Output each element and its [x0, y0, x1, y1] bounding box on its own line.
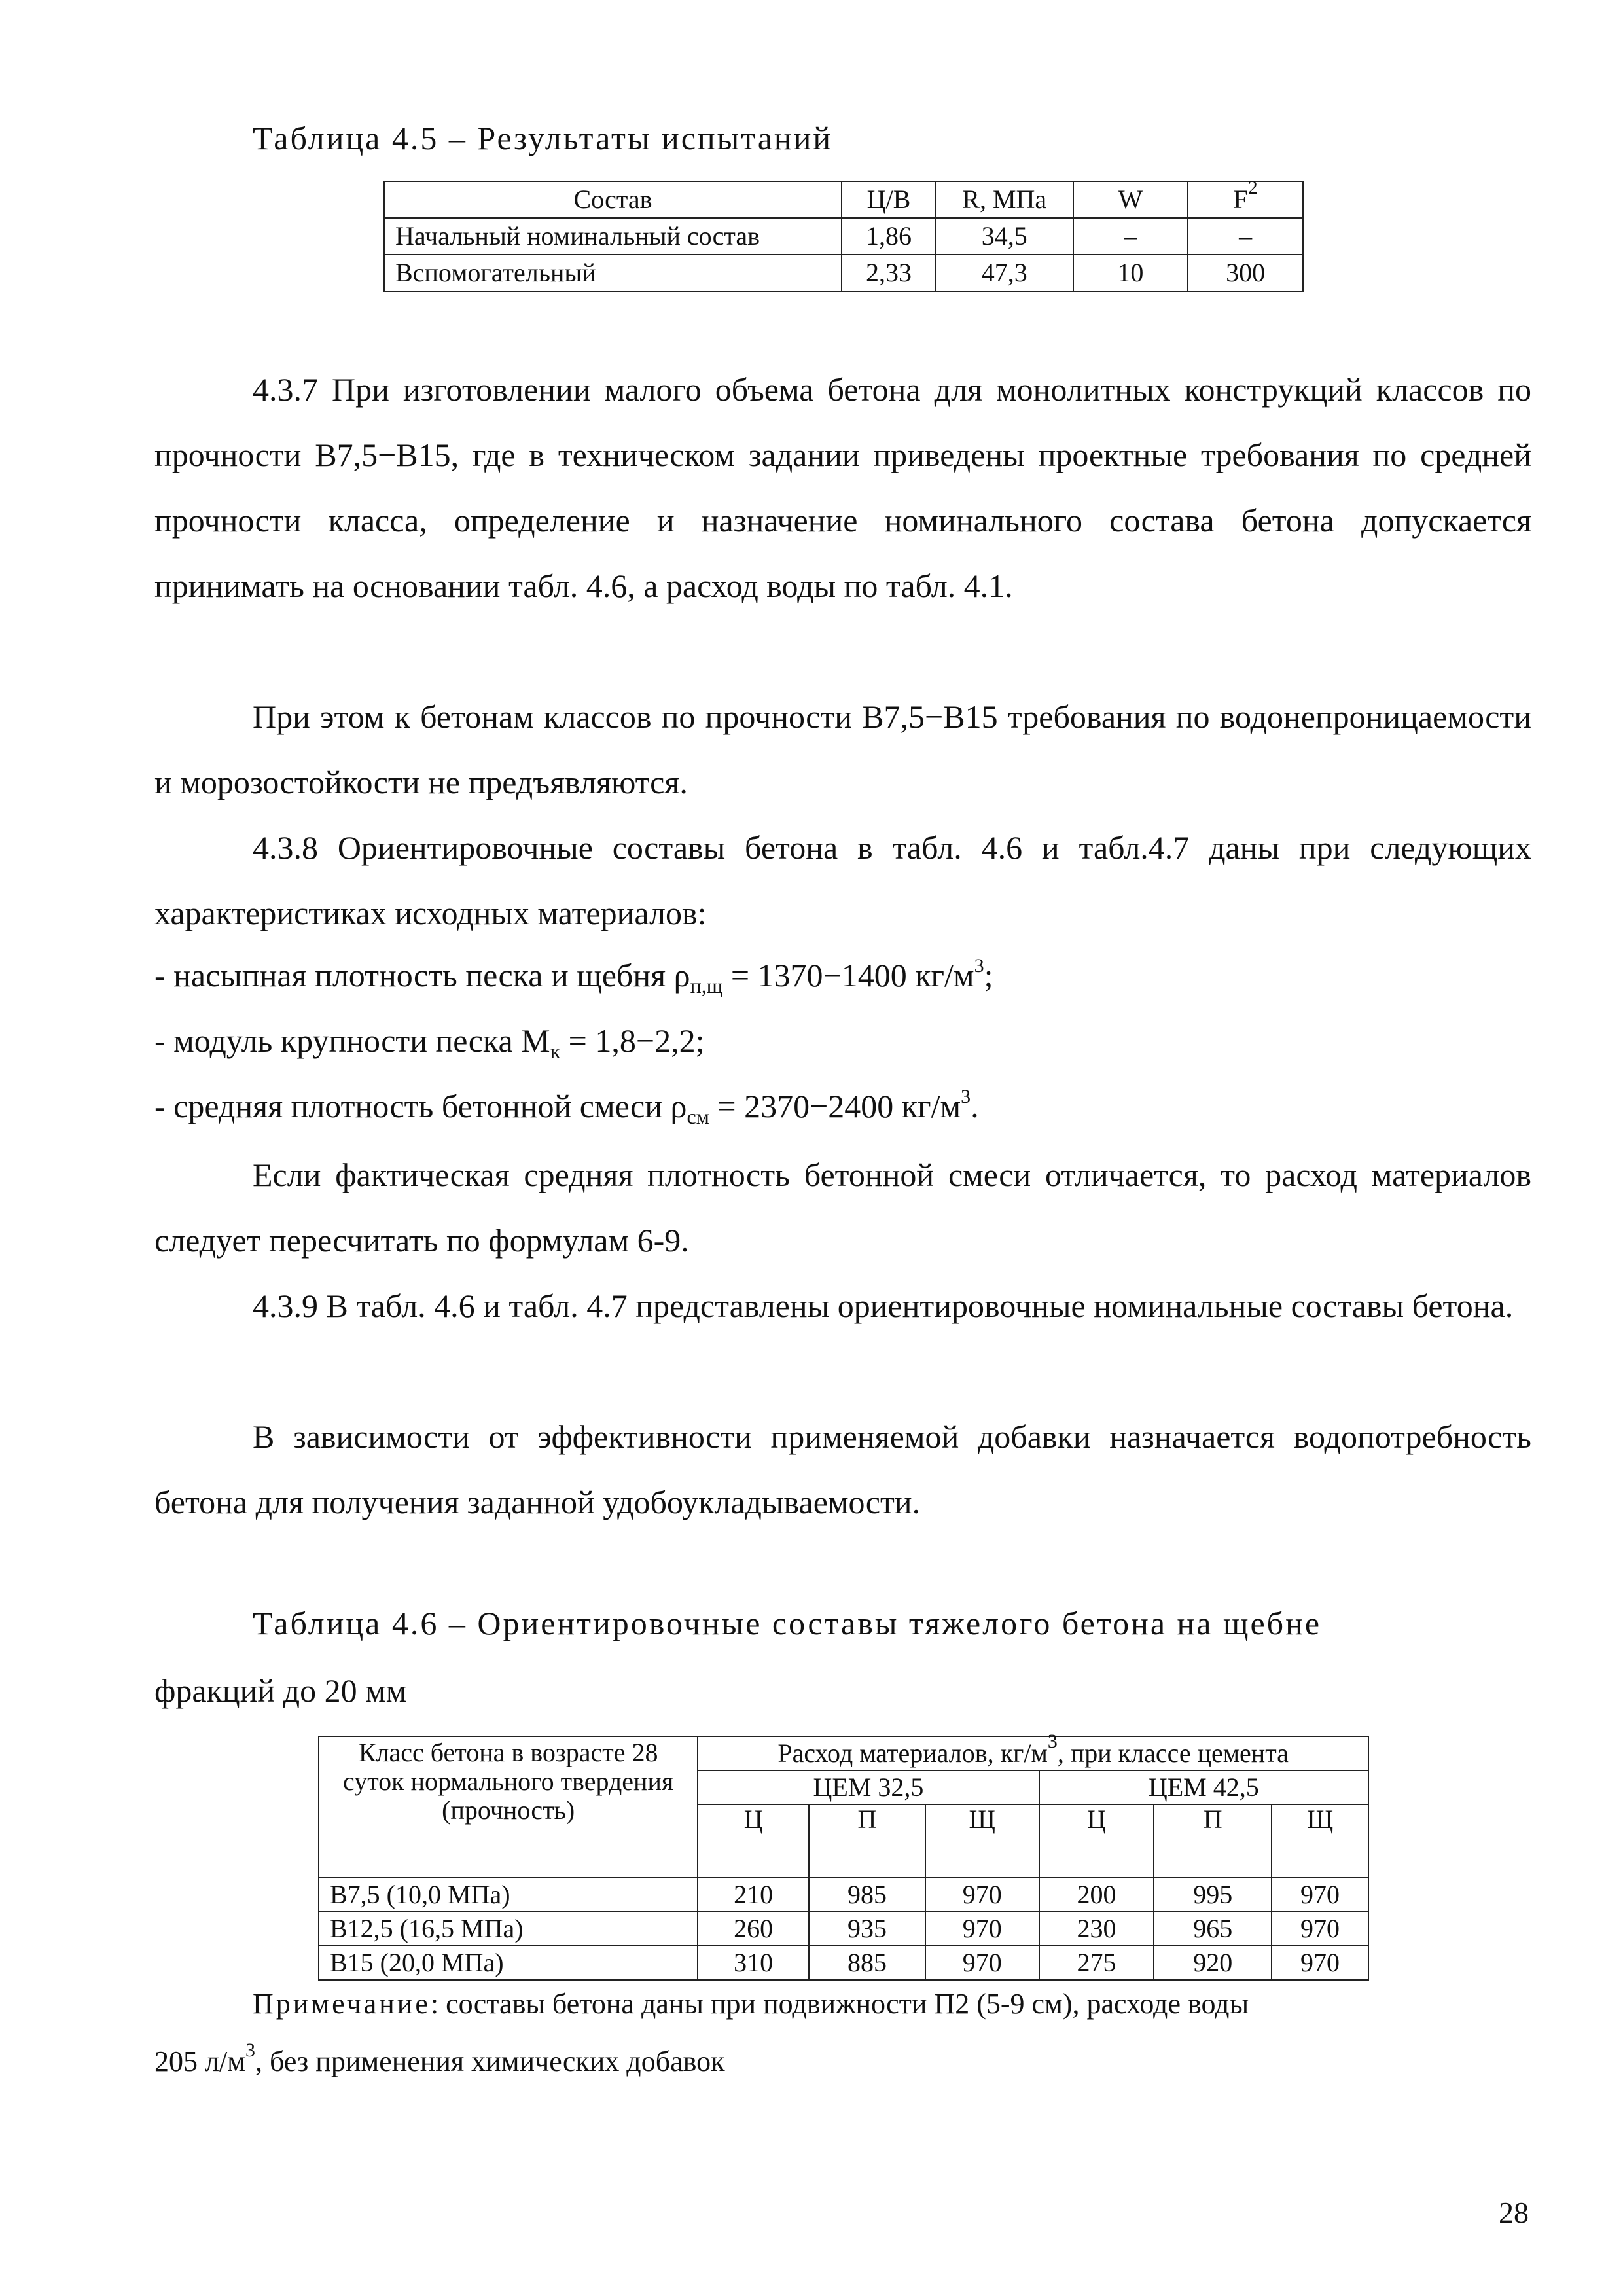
paragraph-recalc: Если фактическая средняя плотность бетонной смеси отличается, то расход материалов следует пересчитать по формулам 6-9.: [154, 1157, 1531, 1259]
table-row: В15 (20,0 МПа) 310 885 970 275 920 970: [319, 1946, 1368, 1980]
header-consumption: Расход материалов, $кг/м^3$, при классе цемента: [698, 1736, 1368, 1770]
table-4-6-note: Примечание: составы бетона даны при подвижности П2 (5-9 см), расходе воды: [253, 1988, 1249, 2020]
table-row: В12,5 (16,5 МПа) 260 935 970 230 965 970: [319, 1912, 1368, 1946]
table-row: В7,5 (10,0 МПа) 210 985 970 200 995 970: [319, 1878, 1368, 1912]
page-number: 28: [1499, 2196, 1529, 2229]
table-header-row: [384, 181, 1303, 218]
header-f: $F^2$: [1188, 181, 1303, 218]
table-4-6-caption-line2: фракций до 20 мм: [154, 1672, 407, 1709]
bullet-bulk-density: - насыпная плотность песка и щебня $\rho_{п,щ} = 1370-1400$ $кг/м^3$;: [154, 955, 993, 997]
header-cem-42-5: ЦЕМ 42,5: [1039, 1770, 1368, 1804]
table-4-6-caption: Таблица 4.6 – Ориентировочные составы тяжелого бетона на щебне: [253, 1605, 1322, 1641]
paragraph-4-3-7-note: При этом к бетонам классов по прочности В7,5−В15 требования по водонепроницаемости и морозостойкости не предъявляются.: [154, 698, 1531, 800]
header-concrete-class: Класс бетона в возрасте 28 суток нормального твердения (прочность): [319, 1736, 698, 1878]
paragraph-4-3-9: 4.3.9 В табл. 4.6 и табл. 4.7 представлены ориентировочные номинальные составы бетона.: [253, 1287, 1514, 1324]
table-4-6-note-line2: 205 $л/м^3$, без применения химических добавок: [154, 2039, 725, 2077]
header-w: W: [1073, 181, 1188, 218]
header-cem-32-5: ЦЕМ 32,5: [698, 1770, 1039, 1804]
table-header-row: [319, 1736, 1368, 1770]
paragraph-4-3-7: 4.3.7 При изготовлении малого объема бетона для монолитных конструкций классов по прочности В7,5−В15, где в техническом задании приведены проектные требования по средней прочности класса, определение и назначение номинального состава бетона допускается принимать на основании табл. 4.6, а расход воды по табл. 4.1.: [154, 371, 1531, 604]
bullet-mix-density: - средняя плотность бетонной смеси $\rho_{см} = 2370-2400$ $кг/м^3$.: [154, 1086, 979, 1128]
table-row: Начальный номинальный состав 1,86 34,5 – –: [384, 218, 1303, 255]
table-4-6: [318, 1731, 1369, 1981]
header-cw: Ц/В: [842, 181, 936, 218]
paragraph-4-3-8: 4.3.8 Ориентировочные составы бетона в табл. 4.6 и табл.4.7 даны при следующих характеристиках исходных материалов:: [154, 829, 1531, 931]
header-r: R, МПа: [936, 181, 1073, 218]
paragraph-water-demand: В зависимости от эффективности применяемой добавки назначается водопотребность бетона для получения заданной удобоукладываемости.: [154, 1418, 1531, 1520]
header-composition: Состав: [384, 181, 842, 218]
table-row: Вспомогательный 2,33 47,3 10 300: [384, 255, 1303, 291]
bullet-fineness-modulus: - модуль крупности песка $М_к = 1,8-2,2$;: [154, 1022, 705, 1063]
table-4-5-caption: Таблица 4.5 – Результаты испытаний: [253, 120, 833, 156]
table-header-row: Ц П Щ Ц П Щ: [319, 1804, 1368, 1878]
table-4-5: [383, 177, 1304, 292]
